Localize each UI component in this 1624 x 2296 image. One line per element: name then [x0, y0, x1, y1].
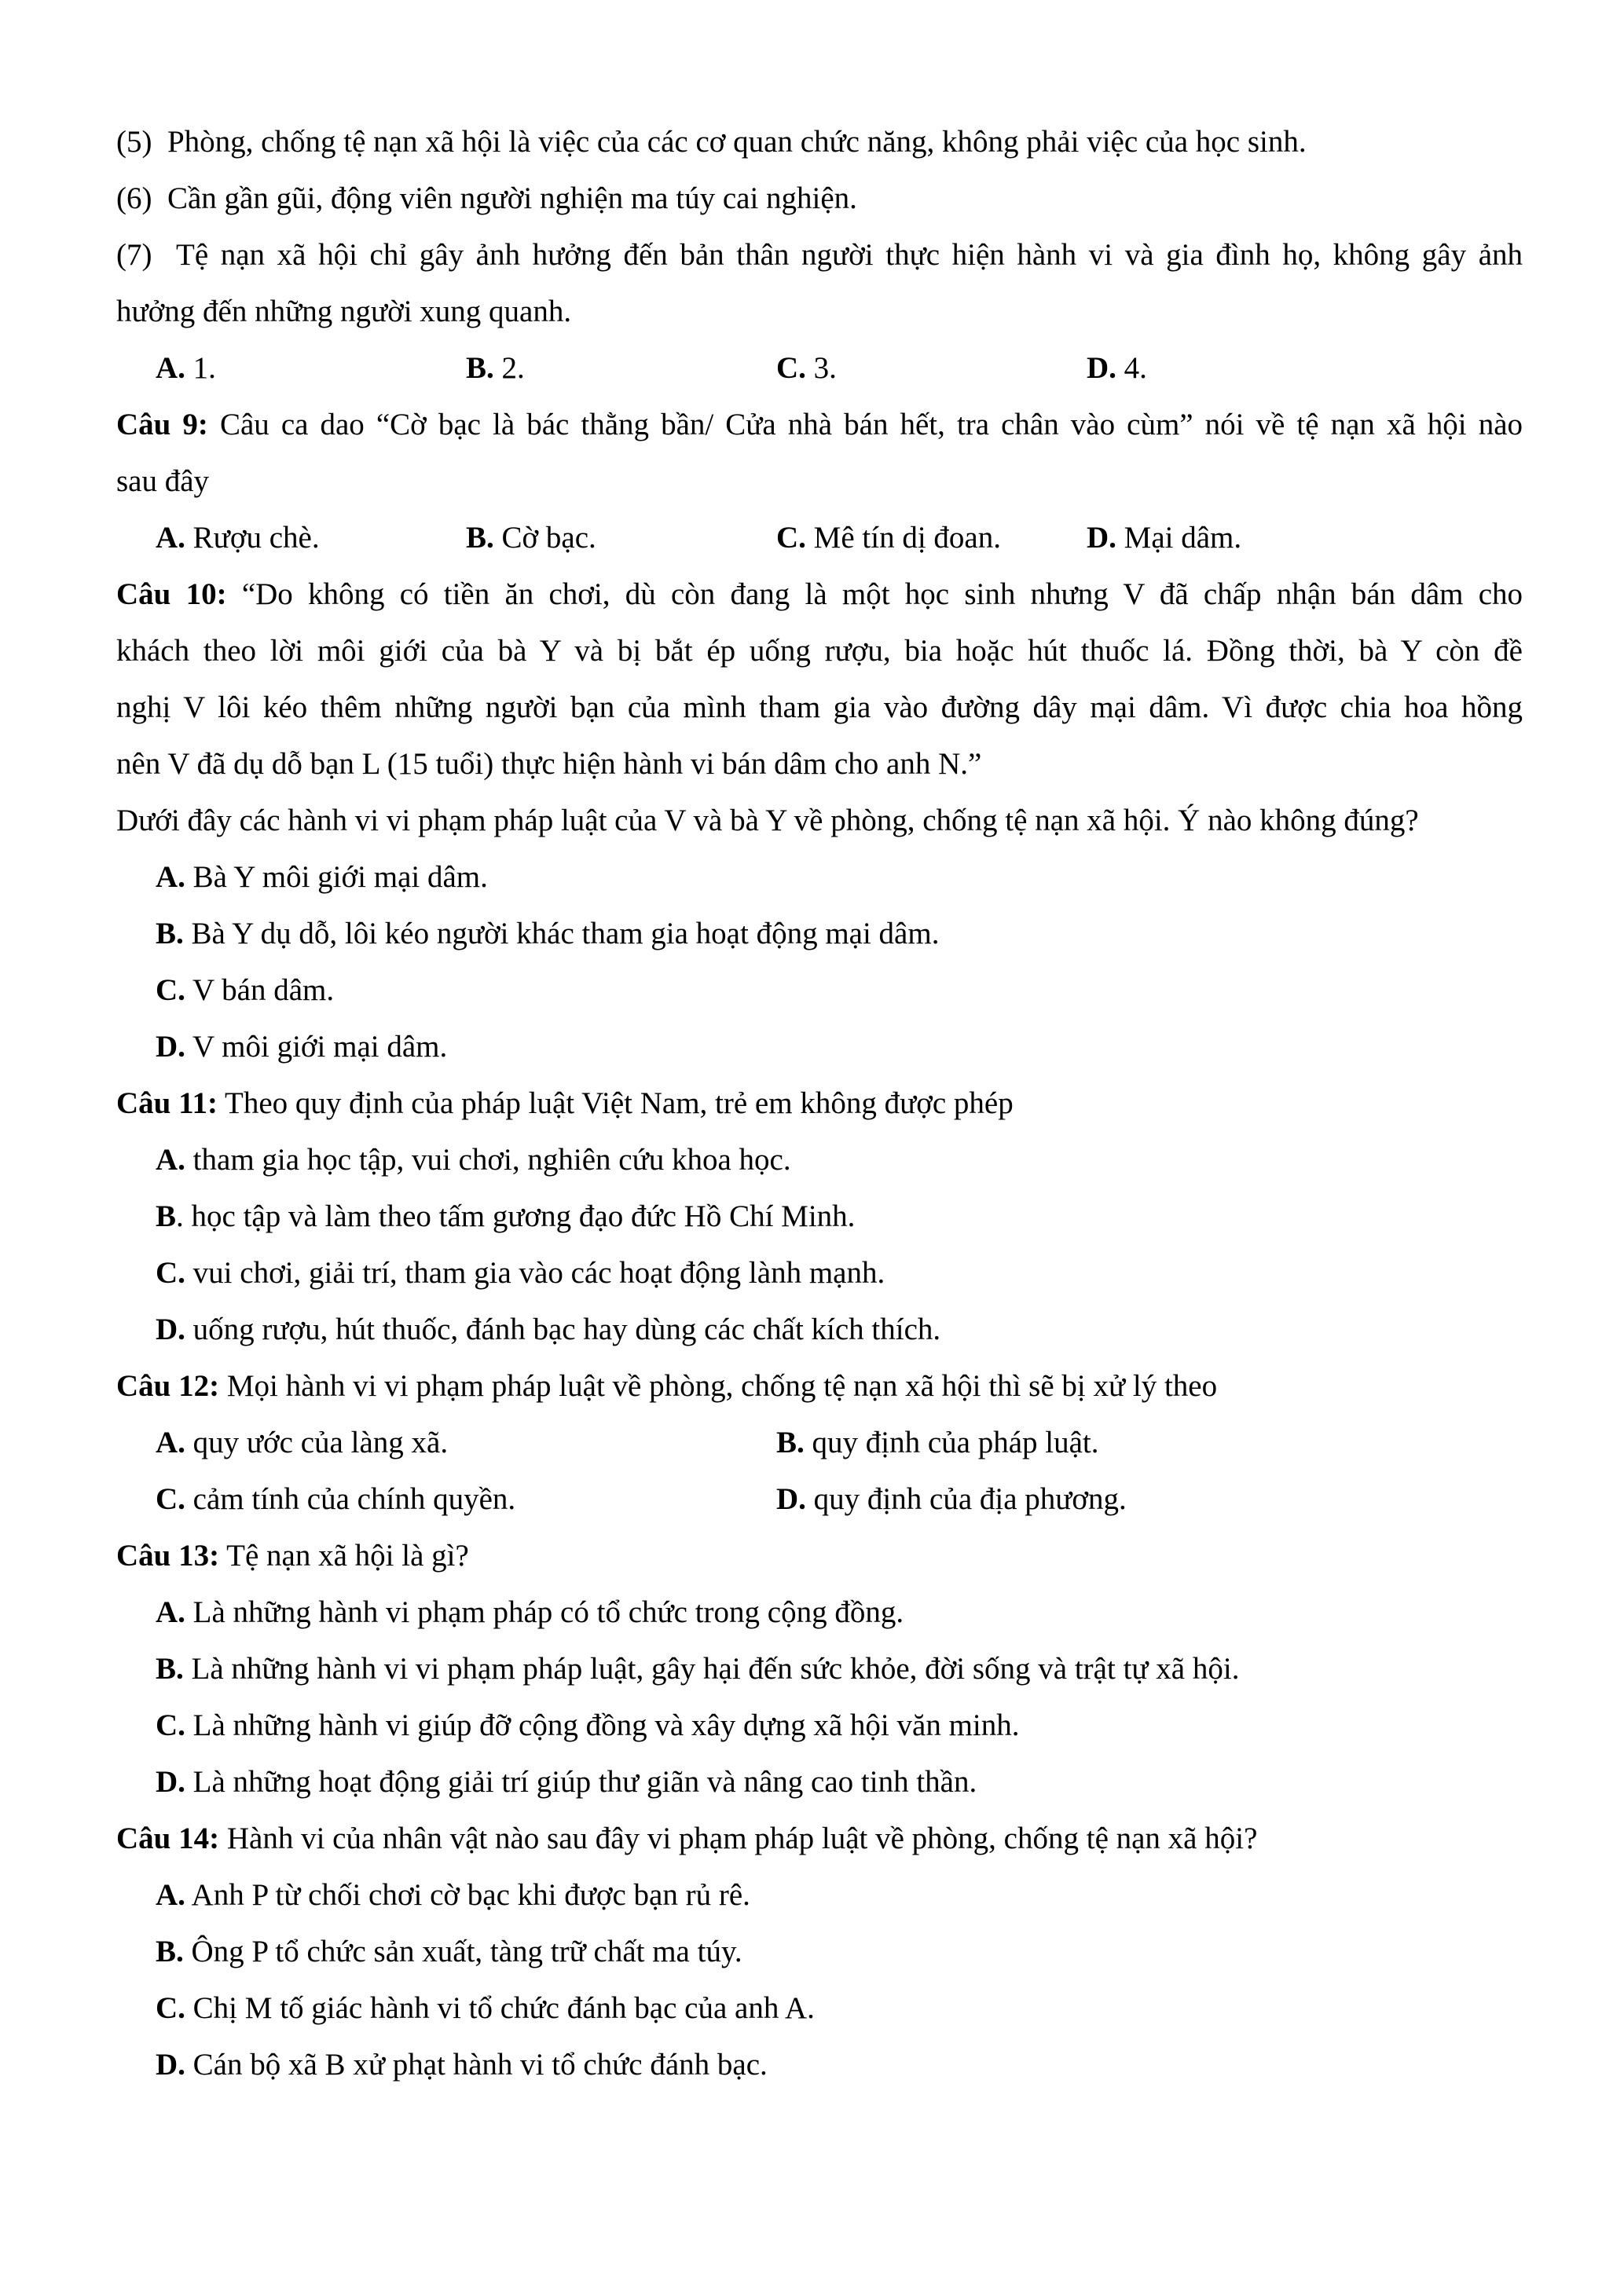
- q10-stem-line-3: nghị V lôi kéo thêm những người bạn của mình tham gia vào đường dây mại dâm. Vì được chia hoa hồng: [116, 690, 1523, 724]
- q8-options: [116, 340, 1523, 397]
- question-label: Câu 12:: [116, 1369, 220, 1403]
- option-a: A. Bà Y môi giới mại dâm.: [156, 860, 488, 894]
- statement-7-line-2: [116, 284, 1523, 340]
- q11-stem: Câu 11: Theo quy định của pháp luật Việt Nam, trẻ em không được phép: [116, 1086, 1014, 1120]
- option-a: A. 1.: [156, 351, 216, 385]
- option-d: D. Là những hoạt động giải trí giúp thư giãn và nâng cao tinh thần.: [156, 1765, 977, 1799]
- q12-stem: Câu 12: Mọi hành vi vi phạm pháp luật về phòng, chống tệ nạn xã hội thì sẽ bị xử lý theo: [116, 1369, 1218, 1403]
- question-label: Câu 10:: [116, 577, 227, 611]
- q14-stem: Câu 14: Hành vi của nhân vật nào sau đây vi phạm pháp luật về phòng, chống tệ nạn xã hội?: [116, 1822, 1258, 1855]
- statement-number: (6): [116, 181, 152, 215]
- question-text: Câu ca dao “Cờ bạc là bác thằng bần/ Cửa nhà bán hết, tra chân vào cùm” nói về tệ nạn xã hội nào: [219, 408, 1523, 441]
- statement-text: Cần gần gũi, động viên người nghiện ma túy cai nghiện.: [167, 181, 857, 215]
- option-b: B. quy định của pháp luật.: [776, 1426, 1099, 1459]
- statement-number: (5): [116, 125, 152, 159]
- option-a: A. Anh P từ chối chơi cờ bạc khi được bạn rủ rê.: [156, 1878, 750, 1912]
- option-b: B. Bà Y dụ dỗ, lôi kéo người khác tham gia hoạt động mại dâm.: [156, 917, 940, 950]
- option-d: D. Cán bộ xã B xử phạt hành vi tổ chức đánh bạc.: [156, 2048, 768, 2082]
- exam-page: [116, 114, 1523, 2093]
- option-b: B. Cờ bạc.: [466, 521, 596, 555]
- q13-stem: Câu 13: Tệ nạn xã hội là gì?: [116, 1539, 469, 1573]
- option-d: D. Mại dâm.: [1087, 521, 1242, 555]
- statement-6: [116, 170, 1523, 227]
- option-c: C. V bán dâm.: [156, 973, 335, 1007]
- option-c: C. 3.: [776, 351, 837, 385]
- option-c: C. cảm tính của chính quyền.: [156, 1482, 516, 1516]
- option-d: D. uống rượu, hút thuốc, đánh bạc hay dùng các chất kích thích.: [156, 1313, 941, 1346]
- q10-stem-line-4: nên V đã dụ dỗ bạn L (15 tuổi) thực hiện hành vi bán dâm cho anh N.”: [116, 747, 982, 781]
- option-b: B. 2.: [466, 351, 525, 385]
- option-d: D. V môi giới mại dâm.: [156, 1030, 448, 1064]
- option-c: C. vui chơi, giải trí, tham gia vào các hoạt động lành mạnh.: [156, 1256, 885, 1290]
- option-a: A. Là những hành vi phạm pháp có tổ chức trong cộng đồng.: [156, 1595, 904, 1629]
- q9-options: [116, 510, 1523, 566]
- option-d: D. quy định của địa phương.: [776, 1482, 1127, 1516]
- option-a: A. quy ước của làng xã.: [156, 1426, 449, 1459]
- option-b: B. Ông P tổ chức sản xuất, tàng trữ chất ma túy.: [156, 1935, 742, 1968]
- q12-options-row-1: [116, 1415, 1523, 1471]
- option-c: C. Mê tín dị đoan.: [776, 521, 1001, 555]
- option-c: C. Chị M tố giác hành vi tổ chức đánh bạc của anh A.: [156, 1991, 815, 2025]
- statement-5: [116, 114, 1523, 170]
- option-a: A. tham gia học tập, vui chơi, nghiên cứu khoa học.: [156, 1143, 791, 1177]
- statement-text: Phòng, chống tệ nạn xã hội là việc của các cơ quan chức năng, không phải việc của học sinh.: [167, 125, 1307, 159]
- option-b: B. học tập và làm theo tấm gương đạo đức Hồ Chí Minh.: [156, 1199, 856, 1233]
- question-label: Câu 13:: [116, 1539, 220, 1573]
- question-label: Câu 11:: [116, 1086, 218, 1120]
- question-label: Câu 14:: [116, 1822, 220, 1855]
- q12-options-row-2: [116, 1471, 1523, 1528]
- statement-number: (7): [116, 238, 152, 272]
- q10-stem-line-2: khách theo lời môi giới của bà Y và bị bắt ép uống rượu, bia hoặc hút thuốc lá. Đồng thời, bà Y còn đề: [116, 634, 1523, 668]
- q9-stem-line-1: [116, 397, 1523, 453]
- option-d: D. 4.: [1087, 351, 1147, 385]
- statement-7-line-1: [116, 227, 1523, 284]
- statement-text: hưởng đến những người xung quanh.: [116, 295, 572, 328]
- q10-stem-line-1: Câu 10: “Do không có tiền ăn chơi, dù còn đang là một học sinh nhưng V đã chấp nhận bán dâm cho: [116, 577, 1523, 611]
- statement-text: Tệ nạn xã hội chỉ gây ảnh hưởng đến bản thân người thực hiện hành vi và gia đình họ, không gây ảnh: [176, 238, 1523, 272]
- option-b: B. Là những hành vi vi phạm pháp luật, gây hại đến sức khỏe, đời sống và trật tự xã hội.: [156, 1652, 1240, 1686]
- question-label: Câu 9:: [116, 408, 208, 441]
- q9-stem-line-2: sau đây: [116, 464, 210, 498]
- option-c: C. Là những hành vi giúp đỡ cộng đồng và xây dựng xã hội văn minh.: [156, 1708, 1020, 1742]
- option-a: A. Rượu chè.: [156, 521, 320, 555]
- q10-prompt: Dưới đây các hành vi vi phạm pháp luật của V và bà Y về phòng, chống tệ nạn xã hội. Ý nào không đúng?: [116, 804, 1419, 837]
